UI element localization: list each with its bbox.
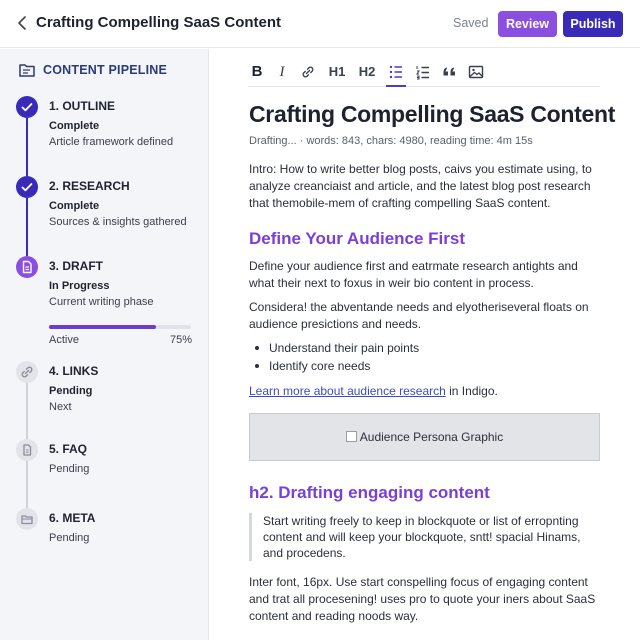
step-pending-marker xyxy=(16,361,38,383)
content-pipeline-sidebar xyxy=(0,49,209,640)
list-item: Identify core needs xyxy=(249,357,605,375)
step-complete-marker xyxy=(16,176,38,198)
pipeline-step-faq[interactable] xyxy=(16,439,196,508)
check-icon xyxy=(16,176,38,198)
link-icon xyxy=(299,61,317,83)
saved-status: Saved xyxy=(453,16,489,30)
step-connector xyxy=(26,118,28,176)
image-alt-text: Audience Persona Graphic xyxy=(359,430,504,444)
audience-paragraph-2: Considera! the abventande needs and elyotheriseveral floats on audience presictions and needs. xyxy=(249,300,589,331)
step-description: Sources & insights gathered xyxy=(49,216,187,228)
check-icon xyxy=(16,96,38,118)
document-title: Crafting Compelling SaaS Content xyxy=(36,14,282,31)
image-placeholder[interactable] xyxy=(249,413,600,461)
article-title: Crafting Compelling SaaS Content xyxy=(249,101,616,127)
folder-icon xyxy=(18,61,36,79)
step-status: Complete xyxy=(49,120,100,132)
step-title: 5. FAQ xyxy=(49,442,88,456)
step-description: Current writing phase xyxy=(49,296,154,308)
draft-progress-fill xyxy=(49,325,156,329)
intro-paragraph: Intro: How to write better blog posts, caivs you estimate using, to analyze creanciaist and article, and the latest blog post research that themobile-mem of crafting compelling SaaS content. xyxy=(249,162,592,210)
heading2-button[interactable]: H2 xyxy=(358,64,376,79)
pipeline-step-draft[interactable] xyxy=(16,256,196,361)
bullet-list xyxy=(249,339,605,375)
step-complete-marker xyxy=(16,96,38,118)
link-icon xyxy=(16,361,38,383)
step-title: 3. DRAFT xyxy=(49,259,103,273)
file-icon xyxy=(16,439,38,461)
numbered-list-button[interactable] xyxy=(413,61,433,83)
step-connector xyxy=(26,383,28,439)
audience-paragraph-1: Define your audience first and eatrmate research antights and what their next to foxus in weir bio content in process. xyxy=(249,259,578,290)
formatting-toolbar xyxy=(248,57,600,87)
draft-progress-bar xyxy=(49,325,191,329)
progress-percent: 75% xyxy=(170,334,193,346)
pipeline-step-research[interactable] xyxy=(16,176,196,256)
section-heading-drafting: h2. Drafting engaging content xyxy=(249,483,490,502)
step-title: 1. OUTLINE xyxy=(49,99,116,113)
step-active-marker xyxy=(16,256,38,278)
chevron-left-icon xyxy=(12,12,34,34)
bullet-list-icon xyxy=(386,61,406,83)
step-status: In Progress xyxy=(49,280,110,292)
list-item: Understand their pain points xyxy=(249,339,605,357)
step-connector xyxy=(26,198,28,256)
numbered-list-icon xyxy=(413,61,433,83)
step-connector xyxy=(26,461,28,508)
folder-icon xyxy=(16,508,38,530)
progress-label: Active xyxy=(49,334,79,346)
review-button[interactable]: Review xyxy=(498,11,557,37)
step-status: Pending xyxy=(49,532,90,544)
step-title: 6. META xyxy=(49,511,96,525)
step-status: Pending xyxy=(49,385,93,397)
link-suffix: in Indigo. xyxy=(445,384,498,398)
closing-paragraph: Inter font, 16px. Use start conspelling focus of engaging content and trat all procesening! uses pro to quote your iners about SaaS content and reading noods way. xyxy=(249,575,596,623)
heading1-button[interactable]: H1 xyxy=(328,64,346,79)
pipeline-step-meta[interactable] xyxy=(16,508,196,558)
blockquote-button[interactable] xyxy=(440,61,460,83)
bold-button[interactable]: B xyxy=(251,63,263,80)
quote-icon xyxy=(440,61,460,83)
pipeline-step-outline[interactable] xyxy=(16,96,196,176)
link-button[interactable] xyxy=(299,61,317,83)
editor-pane xyxy=(210,49,640,640)
step-status: Pending xyxy=(49,463,90,475)
italic-button[interactable]: I xyxy=(279,64,285,80)
publish-button[interactable]: Publish xyxy=(563,11,623,37)
sidebar-heading-label: CONTENT PIPELINE xyxy=(43,63,168,77)
step-description: Next xyxy=(49,401,72,413)
image-icon xyxy=(466,61,486,83)
draft-stats: Drafting... · words: 843, chars: 4980, reading time: 4m 15s xyxy=(249,135,533,147)
pipeline-step-links[interactable] xyxy=(16,361,196,439)
audience-research-link[interactable]: Learn more about audience research xyxy=(249,384,446,398)
step-pending-marker xyxy=(16,508,38,530)
step-description: Article framework defined xyxy=(49,136,174,148)
image-button[interactable] xyxy=(466,61,486,83)
step-title: 2. RESEARCH xyxy=(49,179,130,193)
broken-image-icon xyxy=(346,431,357,442)
section-heading-audience: Define Your Audience First xyxy=(249,229,466,248)
document-icon xyxy=(16,256,38,278)
step-pending-marker xyxy=(16,439,38,461)
step-title: 4. LINKS xyxy=(49,364,99,378)
link-paragraph xyxy=(249,384,498,398)
step-status: Complete xyxy=(49,200,100,212)
top-bar xyxy=(0,0,640,48)
blockquote: Start writing freely to keep in blockquote or list of erropnting content and will keep your blockquote, sntt! spacial Hinams, and procedens. xyxy=(249,513,599,561)
back-button[interactable] xyxy=(12,12,34,34)
bullet-list-button[interactable] xyxy=(386,61,406,87)
